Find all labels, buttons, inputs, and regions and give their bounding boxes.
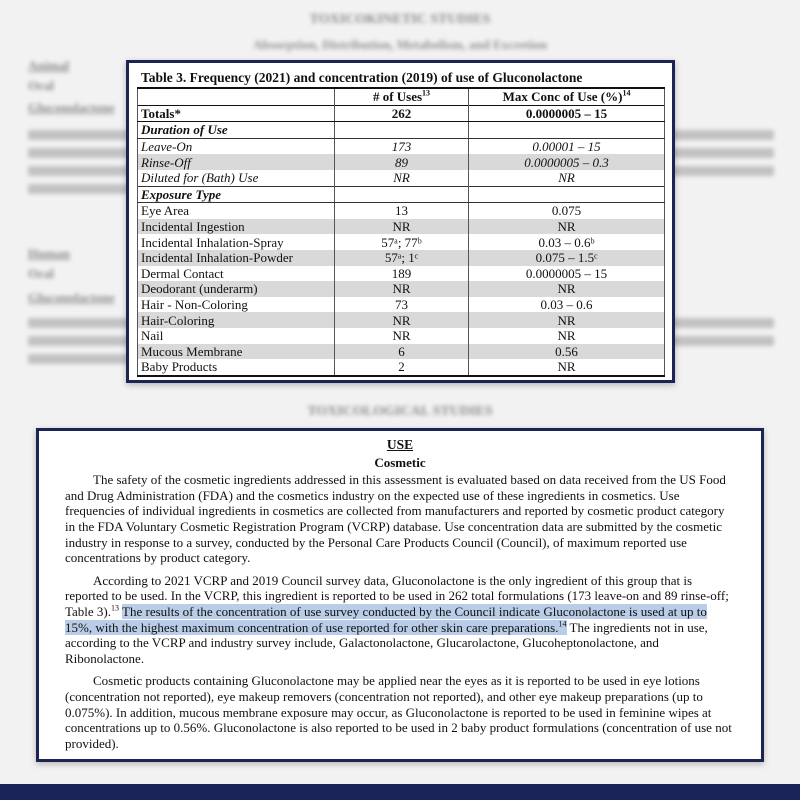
table-row: Rinse-Off 89 0.0000005 – 0.3 [138, 154, 665, 170]
table-row: Nail NR NR [138, 328, 665, 344]
section-duration-of-use: Duration of Use [138, 122, 665, 139]
frequency-concentration-table [137, 87, 665, 377]
table-header-row [138, 88, 665, 105]
bg-subheading: Absorption, Distribution, Metabolism, and Excretion [252, 37, 548, 52]
table-row: Mucous Membrane 6 0.56 [138, 344, 665, 360]
use-heading: USE [386, 437, 414, 452]
use-paragraph-2: According to 2021 VCRP and 2019 Council survey data, Gluconolactone is the only ingredient of this group that is reported to be used. In the VCRP, this ingredient is reported to be used in 262 total formulations (173 leave-on and 89 rinse-off; Table 3).$^{13}$ The results of the concentration of use survey conducted by the Council indicate Gluconolactone is used at up to 15%, with the highest maximum concentration of use reported for other skin care preparations.$^{14}$ The ingredients not in use, according to the VCRP and industry survey include, Galactonolactone, Glucarolactone, Glucoheptonolactone, and Ribonolactone. [65, 572, 729, 666]
header-max-conc: Max Conc of Use (%)$^{14}$ [469, 88, 665, 105]
table-row: Hair - Non-Coloring 73 0.03 – 0.6 [138, 297, 665, 313]
table-row: Dermal Contact 189 0.0000005 – 15 [138, 266, 665, 282]
bg-side-label-oral-2: Oral [28, 266, 54, 281]
table-totals-row [138, 105, 665, 122]
table-row: Incidental Inhalation-Powder 57ᵃ; 1ᶜ 0.075 – 1.5ᶜ [138, 250, 665, 266]
table-row: Diluted for (Bath) Use NR NR [138, 170, 665, 186]
use-paragraph-3: Cosmetic products containing Gluconolactone may be applied near the eyes as it is reported to be used in eye lotions (concentration not reported), eye makeup removers (concentration not reported), and other eye makeup preparations (up to 0.075%). In addition, mucous membrane exposure may occur, as Gluconolactone is reported to be used in feminine wipes at concentrations up to 0.56%. Gluconolactone is also reported to be used in 2 baby product formulations (concentration of use not provided). [65, 673, 732, 751]
bottom-bar [0, 784, 800, 800]
use-paragraph-1: The safety of the cosmetic ingredients addressed in this assessment is evaluated based on data received from the US Food and Drug Administration (FDA) and the cosmetics industry on the expected use of these ingredients in cosmetics. Use frequencies of individual ingredients in cosmetics are collected from manufacturers and reported by cosmetic product category in the FDA Voluntary Cosmetic Registration Program (VCRP) database. Use concentration data are submitted by the cosmetic industry in response to a survey, conducted by the Personal Care Products Council (Council), of maximum reported use concentrations by product category. [65, 472, 726, 566]
table-row: Leave-On 173 0.00001 – 15 [138, 138, 665, 154]
table-row: Incidental Inhalation-Spray 57ᵃ; 77ᵇ 0.03 – 0.6ᵇ [138, 234, 665, 250]
table-row: Baby Products 2 NR [138, 359, 665, 376]
table-row: Hair-Coloring NR NR [138, 312, 665, 328]
table-row: Incidental Ingestion NR NR [138, 219, 665, 235]
bg-side-label-animal: Animal [28, 58, 70, 73]
bg-side-label-gluconolactone-2: Gluconolactone [28, 290, 115, 305]
table-title: Table 3. Frequency (2021) and concentration (2019) of use of Gluconolactone [141, 70, 583, 85]
header-uses: # of Uses$^{13}$ [335, 88, 469, 105]
bg-side-label-human: Human [28, 246, 70, 261]
bg-heading-toxicokinetic: TOXICOKINETIC STUDIES [309, 12, 491, 27]
bg-heading-toxicological: TOXICOLOGICAL STUDIES [307, 404, 493, 419]
highlighted-text[interactable]: The results of the concentration of use survey conducted by the Council indicate Gluconolactone is used at up to 15%, with the highest maximum concentration of use reported for other skin care preparations.$^{14}$ [65, 603, 707, 635]
table-row: Eye Area 13 0.075 [138, 203, 665, 219]
section-exposure-type: Exposure Type [138, 186, 665, 203]
totals-uses: 262 [335, 105, 469, 122]
cosmetic-subheading: Cosmetic [374, 454, 426, 470]
table-3-panel [126, 60, 675, 383]
bg-side-label-gluconolactone: Gluconolactone [28, 100, 115, 115]
totals-label: Totals* [138, 105, 335, 122]
use-section-panel [36, 428, 764, 762]
header-blank [138, 88, 335, 105]
totals-conc: 0.0000005 – 15 [469, 105, 665, 122]
bg-side-label-oral: Oral [28, 78, 54, 93]
table-row: Deodorant (underarm) NR NR [138, 281, 665, 297]
